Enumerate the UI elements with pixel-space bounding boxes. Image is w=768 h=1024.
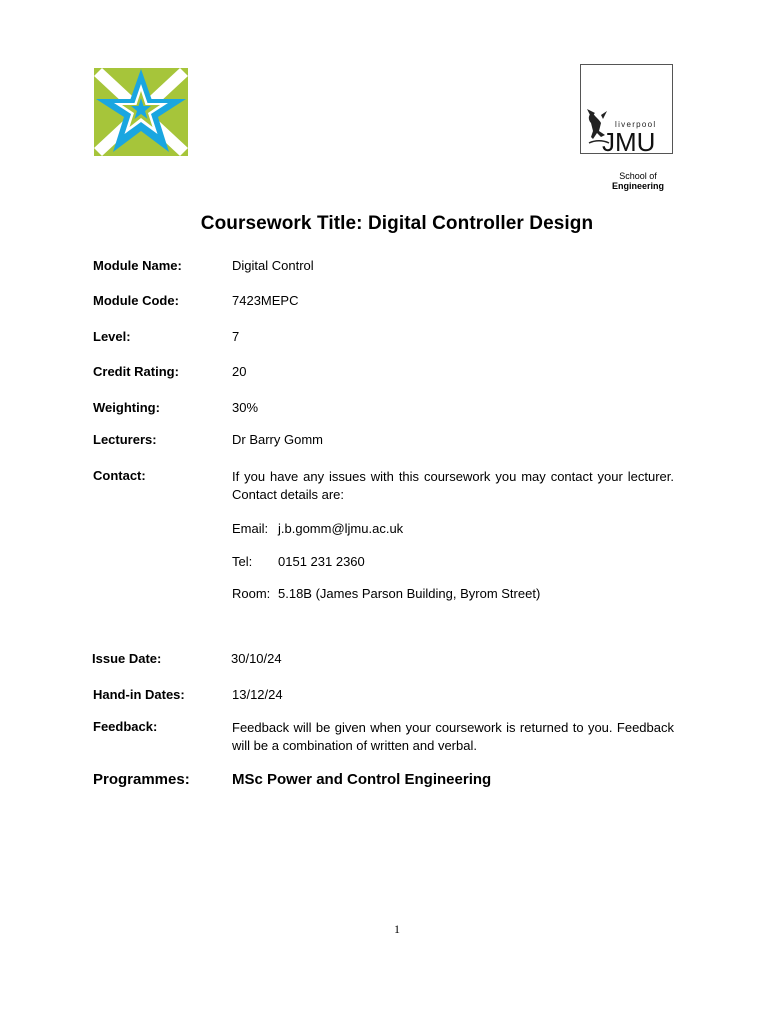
school-line-2: Engineering bbox=[611, 181, 664, 191]
email-label: Email: bbox=[232, 521, 269, 536]
level-label: Level: bbox=[93, 329, 131, 344]
module-name-label: Module Name: bbox=[93, 258, 182, 273]
issue-date-value: 30/10/24 bbox=[231, 651, 282, 666]
star-logo bbox=[94, 68, 188, 156]
credit-rating-label: Credit Rating: bbox=[93, 364, 179, 379]
handin-dates-label: Hand-in Dates: bbox=[93, 687, 185, 702]
level-value: 7 bbox=[232, 329, 240, 344]
handin-dates-value: 13/12/24 bbox=[232, 687, 283, 702]
weighting-value: 30% bbox=[232, 400, 259, 415]
contact-label: Contact: bbox=[93, 468, 146, 483]
page-number: 1 bbox=[394, 922, 400, 936]
room-value: 5.18B (James Parson Building, Byrom Street) bbox=[278, 586, 541, 601]
email-value: j.b.gomm@ljmu.ac.uk bbox=[278, 521, 404, 536]
tel-label: Tel: bbox=[232, 554, 253, 569]
module-code-label: Module Code: bbox=[93, 293, 179, 308]
school-line-1: School of bbox=[619, 171, 657, 181]
weighting-label: Weighting: bbox=[93, 400, 160, 415]
contact-text: If you have any issues with this coursework you may contact your lecturer. Contact details are: bbox=[232, 469, 674, 502]
room-label: Room: bbox=[232, 586, 271, 601]
credit-rating-value: 20 bbox=[232, 364, 247, 379]
ljmu-logo-main-text: JMU bbox=[602, 127, 656, 155]
programmes-label: Programmes: bbox=[93, 771, 190, 788]
lecturers-value: Dr Barry Gomm bbox=[232, 432, 323, 447]
ljmu-logo-top-text: liverpool bbox=[615, 120, 657, 129]
module-code-value: 7423MEPC bbox=[232, 293, 299, 308]
programmes-value: MSc Power and Control Engineering bbox=[232, 771, 492, 788]
feedback-text: Feedback will be given when your coursework is returned to you. Feedback will be a combination of written and verbal. bbox=[232, 720, 674, 753]
lecturers-label: Lecturers: bbox=[93, 432, 157, 447]
ljmu-logo bbox=[580, 64, 673, 154]
document-title: Coursework Title: Digital Controller Design bbox=[200, 213, 594, 234]
module-name-value: Digital Control bbox=[232, 258, 314, 273]
issue-date-label: Issue Date: bbox=[92, 651, 162, 666]
feedback-label: Feedback: bbox=[93, 719, 158, 734]
tel-value: 0151 231 2360 bbox=[278, 554, 365, 569]
